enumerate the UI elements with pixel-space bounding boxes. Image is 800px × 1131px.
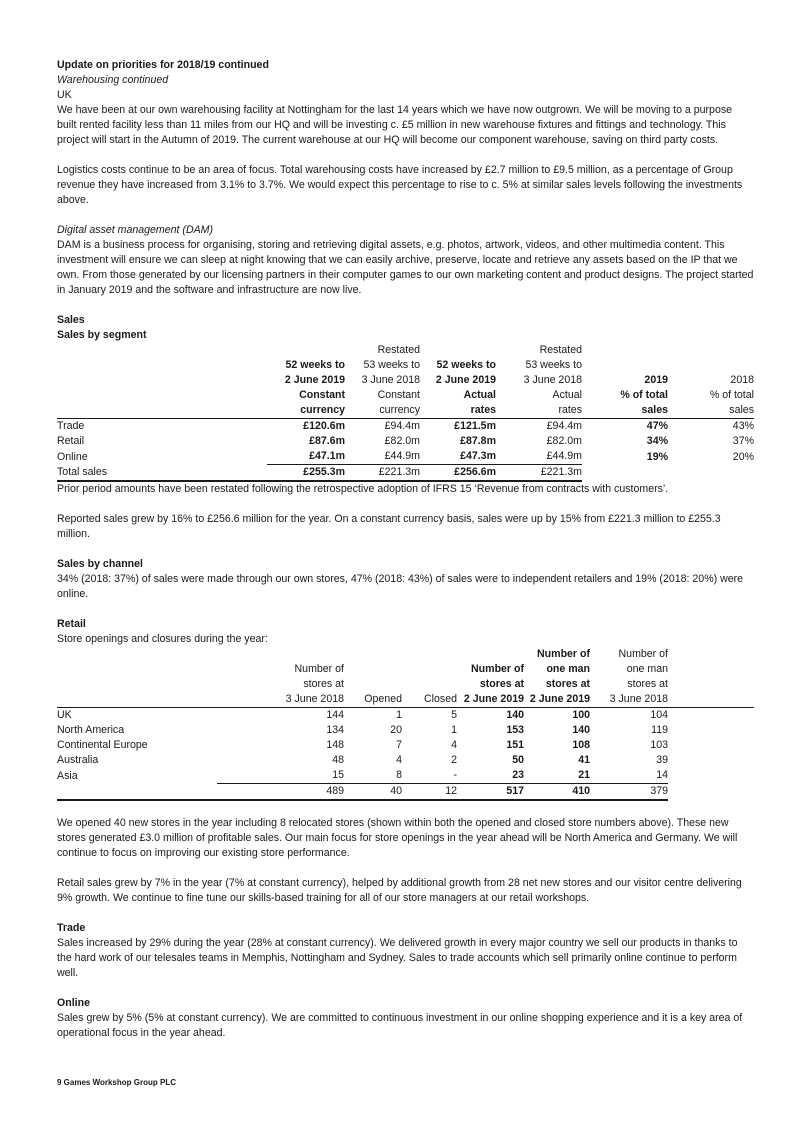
store-total-row xyxy=(57,784,754,801)
row-label: Total sales xyxy=(57,465,267,482)
retail-heading: Retail xyxy=(57,618,86,630)
empty-cell xyxy=(582,465,668,482)
header-spacer xyxy=(57,358,267,373)
store-column-header: Number of xyxy=(294,663,344,675)
store-openings-table xyxy=(57,647,754,801)
table-cell: £221.3m xyxy=(496,465,582,482)
table-row xyxy=(57,723,754,738)
segment-column-header: Actual xyxy=(552,389,582,401)
row-label: North America xyxy=(57,724,125,736)
table-cell: 119 xyxy=(651,724,668,736)
header-spacer xyxy=(57,662,217,677)
row-label: Asia xyxy=(57,769,78,782)
segment-column-header: 53 weeks to xyxy=(525,359,582,371)
store-column-header: 2 June 2019 xyxy=(524,692,590,708)
table-cell: 108 xyxy=(572,739,590,751)
total-sales-row xyxy=(57,465,754,482)
table-cell: 19% xyxy=(646,450,668,463)
table-row xyxy=(57,738,754,753)
table-cell: £256.6m xyxy=(420,465,496,482)
table-cell: 7 xyxy=(396,739,402,751)
table-cell: 39 xyxy=(656,754,668,766)
table-cell: 100 xyxy=(524,708,590,724)
segment-column-header: % of total xyxy=(620,389,668,401)
row-label: Online xyxy=(57,450,88,463)
store-column-header: one man xyxy=(546,663,590,675)
store-column-header: 2 June 2019 xyxy=(457,692,524,708)
row-label: Retail xyxy=(57,435,85,447)
segment-column-header: 3 June 2018 xyxy=(523,374,582,386)
segment-column-header xyxy=(582,358,668,373)
segment-column-header: currency xyxy=(345,403,420,419)
table-cell: £94.4m xyxy=(345,419,420,435)
trade-heading: Trade xyxy=(57,922,86,934)
table-cell: 20% xyxy=(732,450,754,463)
segment-column-header: 2 June 2019 xyxy=(435,374,496,386)
header-spacer xyxy=(57,692,217,708)
store-column-header xyxy=(344,677,402,692)
table-cell: 144 xyxy=(217,708,344,724)
table-cell: £87.8m xyxy=(460,435,496,447)
header-spacer xyxy=(57,373,267,388)
store-column-header: 3 June 2018 xyxy=(217,692,344,708)
table-cell: 48 xyxy=(332,754,344,766)
empty-cell xyxy=(668,738,754,753)
table-cell: 43% xyxy=(668,419,754,435)
segment-column-header: rates xyxy=(420,403,496,419)
table-cell: 14 xyxy=(590,768,668,784)
document-page xyxy=(57,58,754,1041)
paragraph-dam: DAM is a business process for organising, storing and retrieving digital assets, e.g. photos, artwork, videos, and other multimedia content. This investment will ensure we can sleep at night knowing that we can easily archive, preserve, locate and retrieve any assets based on the IP that we own. From those generated by our licensing partners in their computer games to our own marketing content and product designs. The project started in January 2019 and the software and infrastructure are now live. xyxy=(57,239,754,296)
segment-column-header: 2018 xyxy=(730,374,754,386)
table-cell: £44.9m xyxy=(345,449,420,465)
header-spacer xyxy=(57,677,217,692)
table-cell: 12 xyxy=(402,784,457,801)
table-cell: 5 xyxy=(402,708,457,724)
segment-column-header: 2019 xyxy=(644,374,668,386)
table-cell: 151 xyxy=(506,739,524,751)
table-cell: 21 xyxy=(524,768,590,784)
table-row xyxy=(57,768,754,784)
header-spacer xyxy=(668,662,754,677)
paragraph-channel: 34% (2018: 37%) of sales were made through our own stores, 47% (2018: 43%) of sales were to independent retailers and 19% (2018: 20%) were online. xyxy=(57,573,744,600)
header-spacer xyxy=(57,343,267,358)
store-column-header xyxy=(402,647,457,662)
table-cell: - xyxy=(402,768,457,784)
table-cell: £82.0m xyxy=(384,435,420,447)
paragraph-logistics: Logistics costs continue to be an area of focus. Total warehousing costs have increased by £2.7 million to £9.5 million, as a percentage of Group revenue they have increased from 3.1% to 3.7%. We would expect this percentage to rise to c. 5% at similar sales levels following the investments above. xyxy=(57,164,743,206)
store-column-header: stores at xyxy=(479,678,524,690)
store-column-header xyxy=(402,677,457,692)
table-cell: 34% xyxy=(646,435,668,447)
segment-column-header xyxy=(668,358,754,373)
segment-header-row xyxy=(57,358,754,373)
segment-column-header: Constant xyxy=(377,389,420,401)
table-cell: 379 xyxy=(590,784,668,801)
sales-heading: Sales xyxy=(57,314,85,326)
retail-intro: Store openings and closures during the year: xyxy=(57,633,268,645)
table-cell: 47% xyxy=(582,419,668,435)
empty-cell xyxy=(668,708,754,724)
table-cell: 489 xyxy=(217,784,344,801)
segment-column-header xyxy=(668,343,754,358)
empty-cell xyxy=(668,768,754,784)
table-cell: 15 xyxy=(217,768,344,784)
paragraph-reported-sales: Reported sales grew by 16% to £256.6 million for the year. On a constant currency basis, sales were up by 15% from £221.3 million to £255.3 million. xyxy=(57,513,721,540)
page-footer: 9 Games Workshop Group PLC xyxy=(57,1078,176,1087)
table-cell: £120.6m xyxy=(267,419,345,435)
row-label: Australia xyxy=(57,754,99,766)
table-row xyxy=(57,708,754,724)
store-column-header: Number of xyxy=(537,648,590,660)
store-header-row xyxy=(57,662,754,677)
header-spacer xyxy=(57,647,217,662)
table-cell: £221.3m xyxy=(345,465,420,482)
segment-column-header: sales xyxy=(641,404,668,416)
table-cell: 37% xyxy=(732,435,754,447)
segment-column-header: currency xyxy=(267,403,345,419)
store-column-header: stores at xyxy=(545,678,590,690)
store-column-header xyxy=(402,662,457,677)
table-cell: £255.3m xyxy=(267,465,345,482)
table-row xyxy=(57,434,754,449)
table-cell: £47.1m xyxy=(267,449,345,465)
subsection-heading: Warehousing continued xyxy=(57,74,169,86)
store-column-header: 3 June 2018 xyxy=(590,692,668,708)
segment-column-header xyxy=(420,343,496,358)
sales-by-segment-heading: Sales by segment xyxy=(57,329,147,341)
table-cell: £94.4m xyxy=(496,419,582,435)
store-header-row xyxy=(57,677,754,692)
table-cell: 41 xyxy=(578,754,590,766)
store-header-row xyxy=(57,647,754,662)
segment-column-header: Constant xyxy=(299,389,345,401)
table-cell: £47.3m xyxy=(420,449,496,465)
table-cell: 148 xyxy=(326,739,344,751)
table-cell: 140 xyxy=(572,724,590,736)
table-cell: 134 xyxy=(326,724,344,736)
table-cell: 20 xyxy=(390,724,402,736)
paragraph-restated-note: Prior period amounts have been restated following the retrospective adoption of IFRS 15 ‘Revenue from contracts with customers’. xyxy=(57,483,669,495)
empty-cell xyxy=(668,753,754,768)
row-label: Continental Europe xyxy=(57,739,148,751)
empty-cell xyxy=(668,465,754,482)
segment-column-header: 52 weeks to xyxy=(285,359,345,371)
table-cell: 153 xyxy=(506,724,524,736)
table-row xyxy=(57,449,754,465)
store-column-header: stores at xyxy=(303,678,344,690)
header-spacer xyxy=(57,388,267,403)
segment-column-header xyxy=(267,343,345,358)
row-label xyxy=(57,784,217,801)
segment-column-header: rates xyxy=(496,403,582,419)
paragraph-uk-warehouse: We have been at our own warehousing facility at Nottingham for the last 14 years which we have now outgrown. We will be moving to a purpose built rented facility less than 11 miles from our HQ and will be investing c. £5 million in new warehouse fixtures and fittings and technology. This project will start in the Autumn of 2019. The current warehouse at our HQ will become our component warehouse, saving on third party costs. xyxy=(57,104,733,146)
store-column-header: Closed xyxy=(402,692,457,708)
table-cell: 2 xyxy=(451,754,457,766)
segment-header-row xyxy=(57,388,754,403)
table-cell: 103 xyxy=(650,739,668,751)
region-label: UK xyxy=(57,89,72,101)
row-label: Trade xyxy=(57,419,267,435)
table-cell: 23 xyxy=(457,768,524,784)
store-header-row xyxy=(57,692,754,708)
table-cell: 50 xyxy=(512,754,524,766)
segment-header-row xyxy=(57,343,754,358)
segment-column-header: 3 June 2018 xyxy=(361,374,420,386)
dam-heading: Digital asset management (DAM) xyxy=(57,224,214,236)
store-column-header xyxy=(457,647,524,662)
section-heading: Update on priorities for 2018/19 continued xyxy=(57,59,269,71)
segment-column-header: sales xyxy=(729,404,754,416)
header-spacer xyxy=(57,403,267,419)
store-column-header: Number of xyxy=(618,648,668,660)
segment-header-row xyxy=(57,403,754,419)
table-row xyxy=(57,419,754,435)
row-label: UK xyxy=(57,708,217,724)
table-cell: £82.0m xyxy=(546,435,582,447)
table-cell: 8 xyxy=(344,768,402,784)
empty-cell xyxy=(668,723,754,738)
store-column-header: stores at xyxy=(627,678,668,690)
empty-cell xyxy=(668,784,754,801)
paragraph-trade: Sales increased by 29% during the year (28% at constant currency). We delivered growth in every major country we sell our products in thanks to the hard work of our telesales teams in Memphis, Nottingham and Sydney. Sales to trade accounts which sell primarily online continue to perform well. xyxy=(57,937,738,979)
table-cell: 410 xyxy=(524,784,590,801)
sales-by-segment-table xyxy=(57,343,754,482)
paragraph-online: Sales grew by 5% (5% at constant currency). We are committed to continuous investment in our online shopping experience and it is a key area of operational focus in the year ahead. xyxy=(57,1012,743,1039)
store-column-header xyxy=(217,647,344,662)
table-cell: £87.6m xyxy=(309,435,345,447)
segment-column-header: % of total xyxy=(709,389,754,401)
table-cell: 104 xyxy=(590,708,668,724)
store-column-header: Opened xyxy=(344,692,402,708)
table-cell: 1 xyxy=(451,724,457,736)
table-cell: 517 xyxy=(457,784,524,801)
table-cell: 140 xyxy=(457,708,524,724)
store-column-header xyxy=(344,662,402,677)
store-column-header xyxy=(344,647,402,662)
segment-header-row xyxy=(57,373,754,388)
paragraph-retail-sales: Retail sales grew by 7% in the year (7% at constant currency), helped by additional growth from 28 net new stores and our visitor centre delivering 9% growth. We continue to fine tune our skills-based training for all of our store managers at our retail workshops. xyxy=(57,877,742,904)
segment-column-header: Actual xyxy=(463,389,496,401)
table-cell: £121.5m xyxy=(420,419,496,435)
segment-column-header: 2 June 2019 xyxy=(284,374,345,386)
segment-column-header: 53 weeks to xyxy=(363,359,420,371)
table-cell: 40 xyxy=(344,784,402,801)
store-column-header: Number of xyxy=(471,663,524,675)
paragraph-new-stores: We opened 40 new stores in the year including 8 relocated stores (shown within both the opened and closed store numbers above). These new stores generated £3.0 million of profitable sales. Our main focus for store openings in the year ahead will be North America and Germany. We will continue to focus on improving our existing store performance. xyxy=(57,817,738,859)
table-cell: 1 xyxy=(344,708,402,724)
segment-column-header xyxy=(582,343,668,358)
header-spacer xyxy=(668,647,754,662)
segment-column-header: Restated xyxy=(539,344,582,356)
table-cell: £44.9m xyxy=(496,449,582,465)
segment-column-header: 52 weeks to xyxy=(436,359,496,371)
table-row xyxy=(57,753,754,768)
table-cell: 4 xyxy=(451,739,457,751)
online-heading: Online xyxy=(57,997,90,1009)
segment-column-header: Restated xyxy=(377,344,420,356)
table-cell: 4 xyxy=(396,754,402,766)
header-spacer xyxy=(668,677,754,692)
sales-by-channel-heading: Sales by channel xyxy=(57,558,143,570)
header-spacer xyxy=(668,692,754,708)
store-column-header: one man xyxy=(626,663,668,675)
